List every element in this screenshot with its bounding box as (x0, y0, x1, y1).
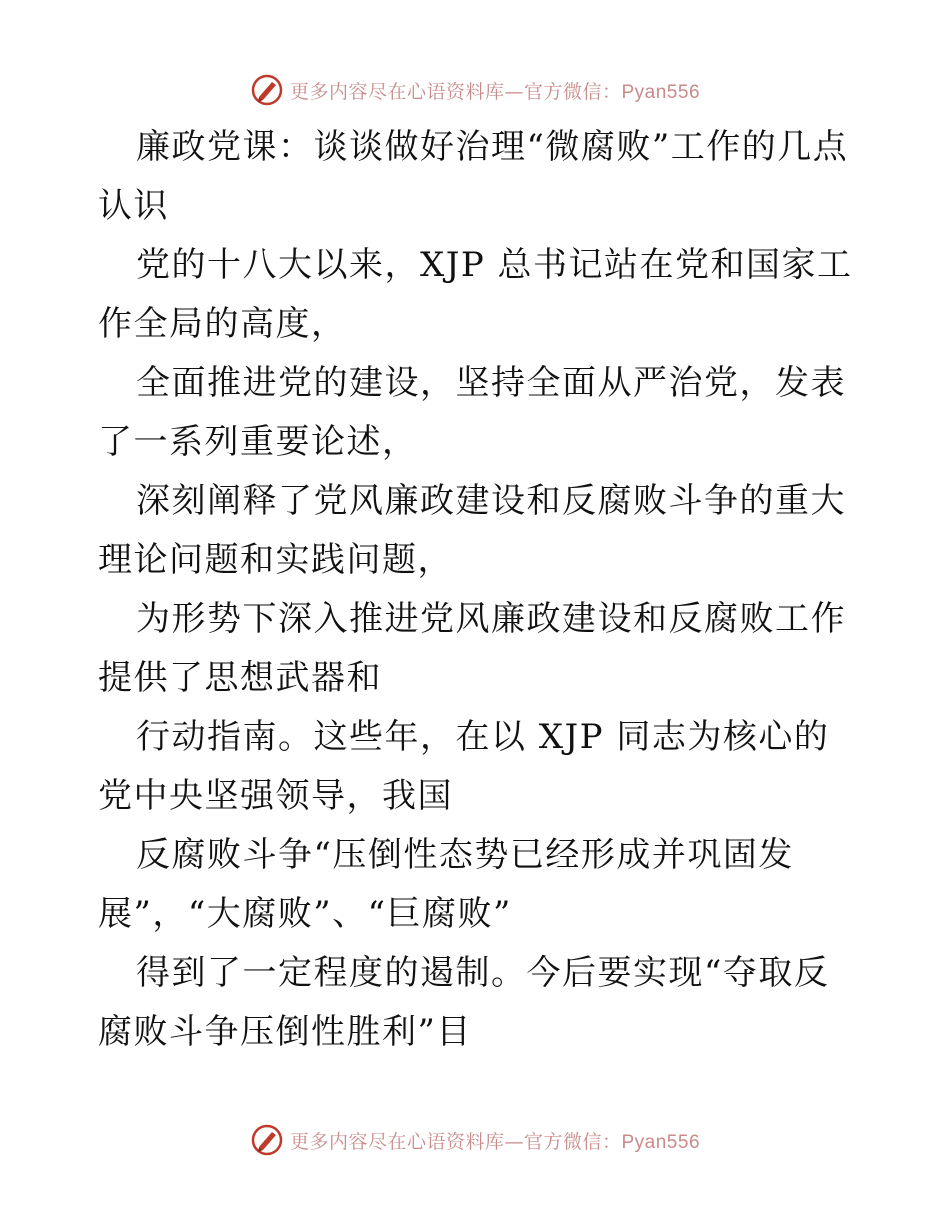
watermark-text: 更多内容尽在心语资料库—官方微信：Pyan556 (289, 80, 701, 103)
pen-logo-icon (250, 73, 284, 107)
watermark-text: 更多内容尽在心语资料库—官方微信：Pyan556 (289, 1130, 701, 1153)
paragraph: 党的十八大以来，XJP 总书记站在党和国家工作全局的高度， (98, 245, 853, 344)
paragraph: 行动指南。这些年，在以 XJP 同志为核心的党中央坚强领导，我国 (98, 717, 830, 816)
document-title: 廉政党课：谈谈做好治理“微腐败”工作的几点认识 (98, 127, 849, 226)
paragraph: 反腐败斗争“压倒性态势已经形成并巩固发展”，“大腐败”、“巨腐败” (98, 835, 794, 934)
paragraph: 为形势下深入推进党风廉政建设和反腐败工作提供了思想武器和 (98, 599, 846, 698)
paragraph: 全面推进党的建设，坚持全面从严治党，发表了一系列重要论述， (98, 363, 846, 462)
document-body (98, 118, 858, 1062)
pen-logo-icon (250, 1123, 284, 1157)
header-watermark (0, 70, 950, 110)
footer-watermark (0, 1120, 950, 1160)
paragraph: 得到了一定程度的遏制。今后要实现“夺取反腐败斗争压倒性胜利”目 (98, 953, 830, 1052)
paragraph: 深刻阐释了党风廉政建设和反腐败斗争的重大理论问题和实践问题， (98, 481, 846, 580)
